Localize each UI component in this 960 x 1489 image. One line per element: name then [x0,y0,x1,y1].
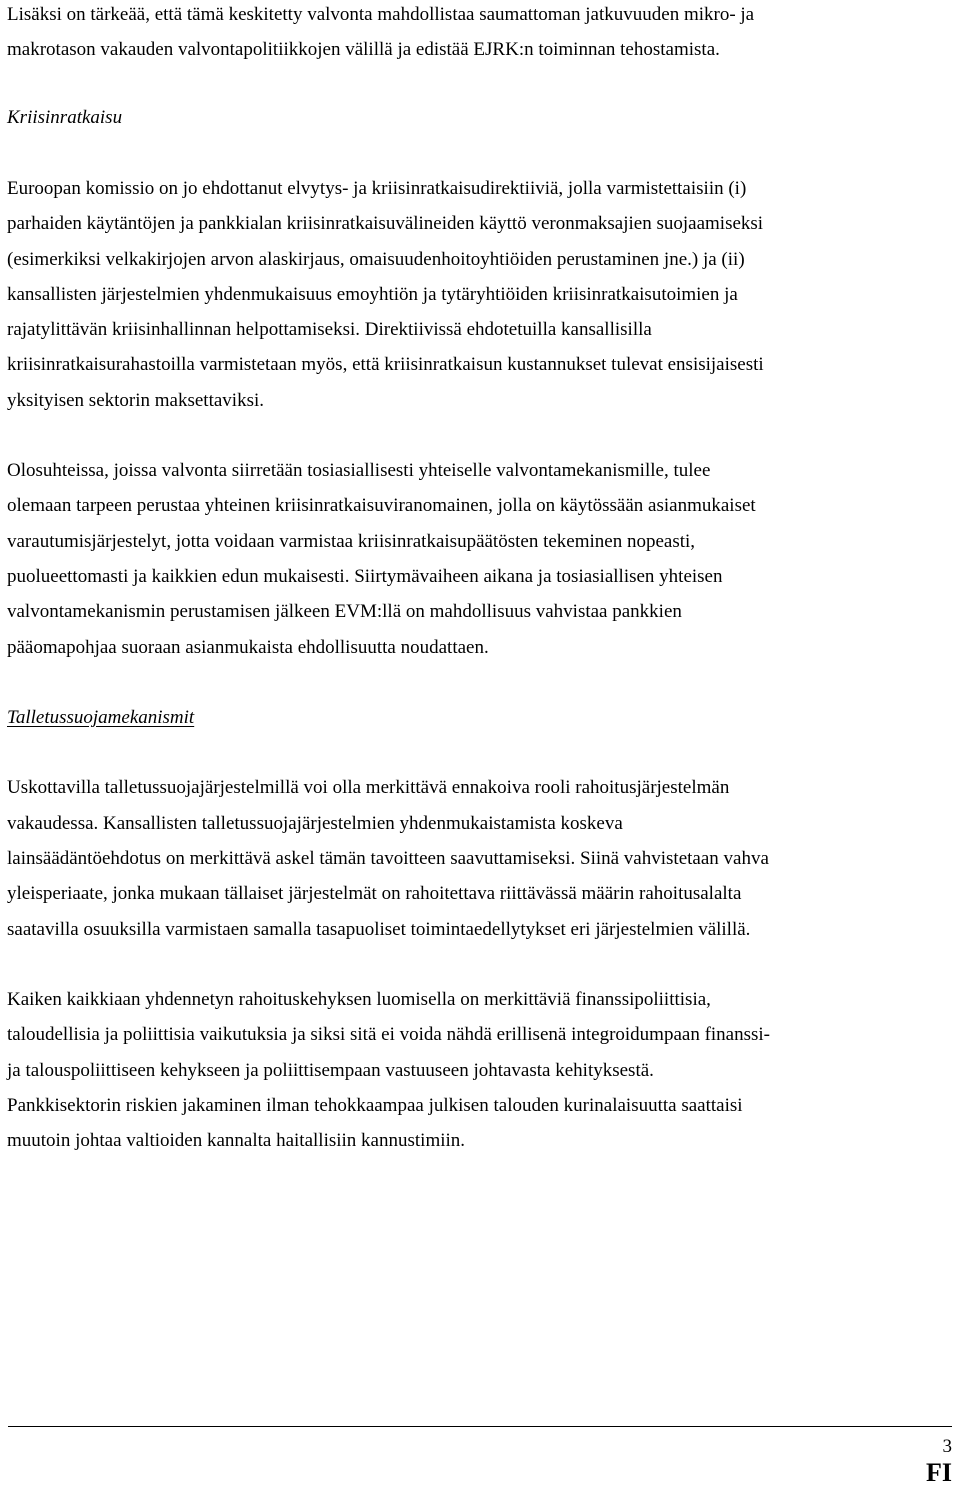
paragraph-line: Euroopan komissio on jo ehdottanut elvytys- ja kriisinratkaisudirektiiviä, jolla varmistettaisiin (i) [7,178,747,199]
paragraph-line: makrotason vakauden valvontapolitiikkojen välillä ja edistää EJRK:n toiminnan tehostamista. [7,39,720,60]
paragraph-line: ja talouspoliittiseen kehykseen ja poliittisempaan vastuuseen johtavasta kehityksestä. [7,1060,654,1081]
paragraph-line: kriisinratkaisurahastoilla varmistetaan myös, että kriisinratkaisun kustannukset tulevat ensisijaisesti [7,354,764,375]
paragraph-line: parhaiden käytäntöjen ja pankkialan kriisinratkaisuvälineiden käyttö veronmaksajien suojaamiseksi [7,213,764,234]
paragraph-line: varautumisjärjestelyt, jotta voidaan varmistaa kriisinratkaisupäätösten tekeminen nopeasti, [7,531,696,552]
paragraph-line: saatavilla osuuksilla varmistaen samalla tasapuoliset toimintaedellytykset eri järjestelmien välillä. [7,919,751,940]
paragraph-line: Pankkisektorin riskien jakaminen ilman tehokkaampaa julkisen talouden kurinalaisuutta saattaisi [7,1095,743,1116]
paragraph-line: yksityisen sektorin maksettaviksi. [7,390,265,411]
paragraph-line: Olosuhteissa, joissa valvonta siirretään tosiasiallisesti yhteiselle valvontamekanismille, tulee [7,460,711,481]
section-heading-resolution: Kriisinratkaisu [7,107,123,128]
paragraph-line: Uskottavilla talletussuojajärjestelmillä voi olla merkittävä ennakoiva rooli rahoitusjärjestelmän [7,777,730,798]
paragraph-line: pääomapohjaa suoraan asianmukaista ehdollisuutta noudattaen. [7,637,489,658]
language-code: FI [926,1458,952,1487]
paragraph-line: valvontamekanismin perustamisen jälkeen EVM:llä on mahdollisuus vahvistaa pankkien [7,601,682,622]
paragraph-line: (esimerkiksi velkakirjojen arvon alaskirjaus, omaisuudenhoitoyhtiöiden perustaminen jne.) ja (ii) [7,249,745,270]
paragraph-line: kansallisten järjestelmien yhdenmukaisuus emoyhtiön ja tytäryhtiöiden kriisinratkaisutoimien ja [7,284,738,305]
paragraph-line: Kaiken kaikkiaan yhdennetyn rahoituskehyksen luomisella on merkittäviä finanssipoliittisia, [7,989,711,1010]
paragraph-line: muutoin johtaa valtioiden kannalta haitallisiin kannustimiin. [7,1130,466,1151]
section-heading-deposit: Talletussuojamekanismit [7,707,195,728]
paragraph-line: puolueettomasti ja kaikkien edun mukaisesti. Siirtymävaiheen aikana ja tosiasiallisen yhteisen [7,566,723,587]
paragraph-line: vakaudessa. Kansallisten talletussuojajärjestelmien yhdenmukaistamista koskeva [7,813,623,834]
paragraph-line: yleisperiaate, jonka mukaan tällaiset järjestelmät on rahoitettava riittävässä määrin rahoitusalalta [7,883,742,904]
paragraph-line: olemaan tarpeen perustaa yhteinen kriisinratkaisuviranomainen, jolla on käytössään asianmukaiset [7,495,756,516]
paragraph-line: lainsäädäntöehdotus on merkittävä askel tämän tavoitteen saavuttamiseksi. Siinä vahvistetaan vahva [7,848,769,869]
page-number: 3 [942,1436,952,1457]
footer-divider [8,1426,952,1427]
paragraph-line: taloudellisia ja poliittisia vaikutuksia ja siksi sitä ei voida nähdä erillisenä integroidumpaan finanssi- [7,1024,770,1045]
paragraph-line: Lisäksi on tärkeää, että tämä keskitetty valvonta mahdollistaa saumattoman jatkuvuuden mikro- ja [7,4,755,25]
paragraph-line: rajatylittävän kriisinhallinnan helpottamiseksi. Direktiivissä ehdotetuilla kansallisilla [7,319,652,340]
